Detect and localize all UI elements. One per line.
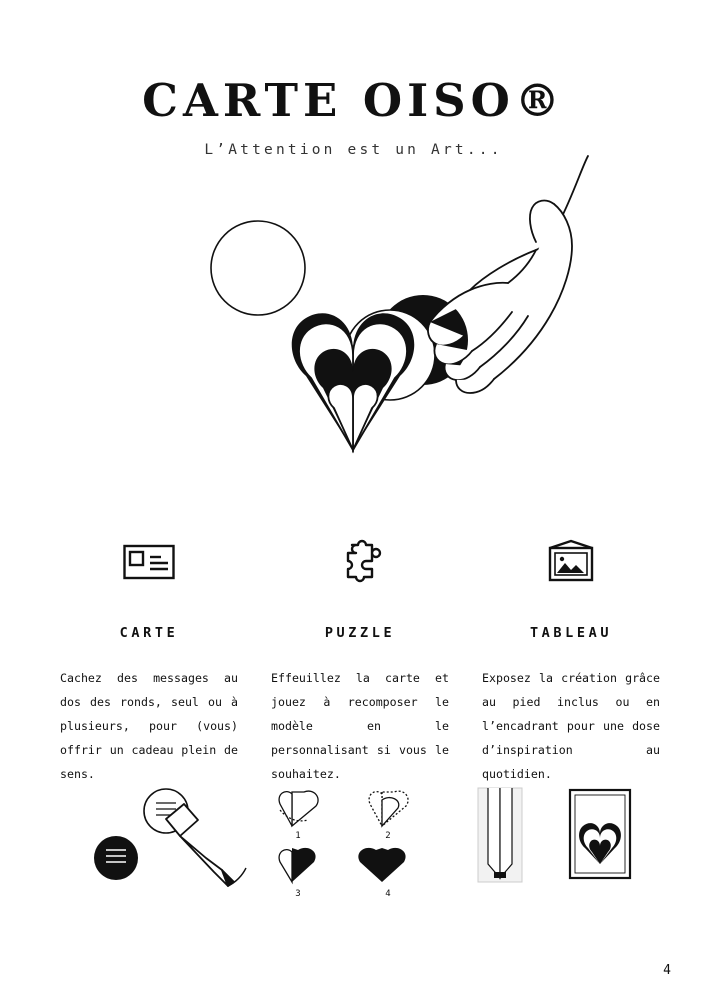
empty-circle	[211, 221, 305, 315]
pointing-hand-icon	[428, 156, 588, 393]
puzzle-piece-icon	[337, 535, 383, 589]
four-assembly-steps-illustration	[272, 786, 450, 898]
step-number-3: 3	[295, 889, 301, 899]
feature-title-tableau: TABLEAU	[529, 625, 613, 641]
feature-column-tableau	[482, 535, 660, 787]
postcard-icon	[123, 535, 175, 589]
stand-foot-illustration	[466, 786, 544, 886]
step-number-2: 2	[385, 831, 391, 841]
bottom-illustration-strip	[60, 786, 660, 901]
feature-text-tableau: Exposez la création grâce au pied inclus ou en l’encadrant pour une dose d’inspiration au quotidien.	[482, 671, 660, 781]
feature-text-carte: Cachez des messages au dos des ronds, seul ou à plusieurs, pour (vous) offrir un cadeau plein de sens.	[60, 671, 238, 781]
feature-title-carte: CARTE	[119, 625, 179, 641]
feature-column-carte	[60, 535, 238, 787]
feature-text-puzzle: Effeuillez la carte et jouez à recomposer le modèle en le personnalisant si vous le souhaitez.	[271, 671, 449, 781]
framed-picture-icon	[546, 535, 596, 589]
hero-illustration	[168, 150, 648, 490]
pencil-icon	[166, 804, 234, 886]
feature-column-puzzle	[271, 535, 449, 787]
page-title: CARTE OISO®	[142, 74, 565, 127]
framed-heart-illustration	[564, 786, 642, 886]
feature-title-puzzle: PUZZLE	[324, 625, 396, 641]
step-number-1: 1	[295, 831, 301, 841]
feature-columns	[60, 535, 660, 787]
page-subtitle: L’Attention est un Art...	[204, 142, 503, 158]
pencil-writing-on-dot-illustration	[88, 786, 266, 896]
page-number: 4	[663, 963, 671, 978]
step-number-4: 4	[385, 889, 391, 899]
